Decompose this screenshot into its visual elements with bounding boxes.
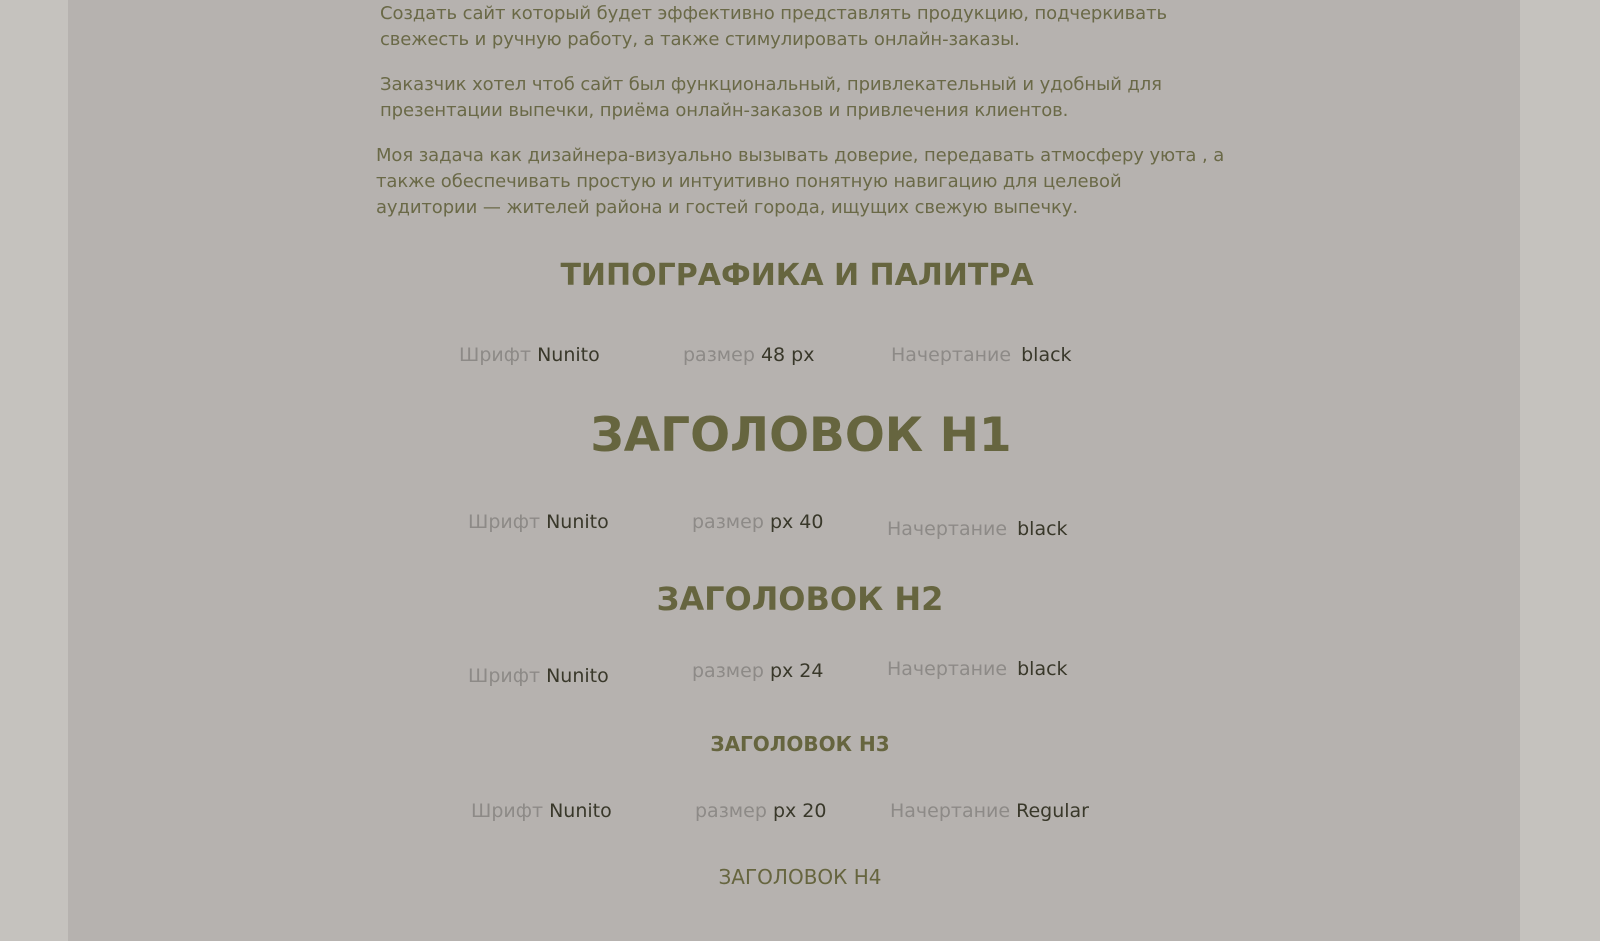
font-value: Nunito (549, 800, 612, 822)
weight-value: Regular (1016, 800, 1089, 822)
size-label: размер (695, 800, 767, 822)
size-value: px 24 (769, 660, 824, 682)
spec-font-h3 (468, 664, 609, 688)
weight-value: black (1017, 518, 1068, 540)
font-value: Nunito (537, 344, 600, 366)
weight-label: Начертание (891, 344, 1012, 366)
intro-paragraph-task: Моя задача как дизайнера-визуально вызывать доверие, передавать атмосферу уюта , а также обеспечивать простую и интуитивно понятную навигацию для целевой аудитории — жителей района и гостей города, ищущих свежую выпечку. (376, 145, 1225, 218)
heading-h2-sample: ЗАГОЛОВОК Н2 (656, 580, 944, 618)
spec-size-h4 (695, 799, 826, 823)
size-value: px 40 (769, 511, 824, 533)
heading-h1-sample: ЗАГОЛОВОК Н1 (590, 408, 1012, 463)
intro-paragraph-client: Заказчик хотел чтоб сайт был функциональный, привлекательный и удобный для презентации выпечки, приёма онлайн-заказов и привлечения клиентов. (380, 74, 1162, 121)
size-label: размер (683, 344, 755, 366)
spec-weight-h1 (891, 343, 1072, 367)
size-value: px 20 (772, 800, 827, 822)
font-value: Nunito (546, 665, 609, 687)
spec-weight-h4 (890, 799, 1089, 823)
spec-weight-h2 (887, 517, 1068, 541)
heading-h4-sample: ЗАГОЛОВОК Н4 (718, 865, 882, 889)
font-label: Шрифт (471, 800, 544, 822)
font-label: Шрифт (468, 511, 541, 533)
font-label: Шрифт (459, 344, 532, 366)
weight-value: black (1021, 344, 1072, 366)
weight-label: Начертание (887, 518, 1008, 540)
size-label: размер (692, 511, 764, 533)
weight-value: black (1017, 658, 1068, 680)
size-label: размер (692, 660, 764, 682)
font-value: Nunito (546, 511, 609, 533)
weight-label: Начертание (887, 658, 1008, 680)
spec-size-h1 (683, 343, 814, 367)
spec-font-h1 (459, 343, 600, 367)
intro-paragraph-goal: Создать сайт который будет эффективно представлять продукцию, подчеркивать свежесть и ручную работу, а также стимулировать онлайн-заказы. (380, 3, 1167, 50)
spec-size-h3 (692, 659, 823, 683)
heading-h3-sample: ЗАГОЛОВОК Н3 (710, 732, 890, 756)
font-label: Шрифт (468, 665, 541, 687)
spec-font-h2 (468, 510, 609, 534)
spec-font-h4 (471, 799, 612, 823)
spec-weight-h3 (887, 657, 1068, 681)
weight-label: Начертание (890, 800, 1011, 822)
spec-size-h2 (692, 510, 823, 534)
size-value: 48 px (760, 344, 815, 366)
section-title: ТИПОГРАФИКА И ПАЛИТРА (560, 258, 1034, 293)
